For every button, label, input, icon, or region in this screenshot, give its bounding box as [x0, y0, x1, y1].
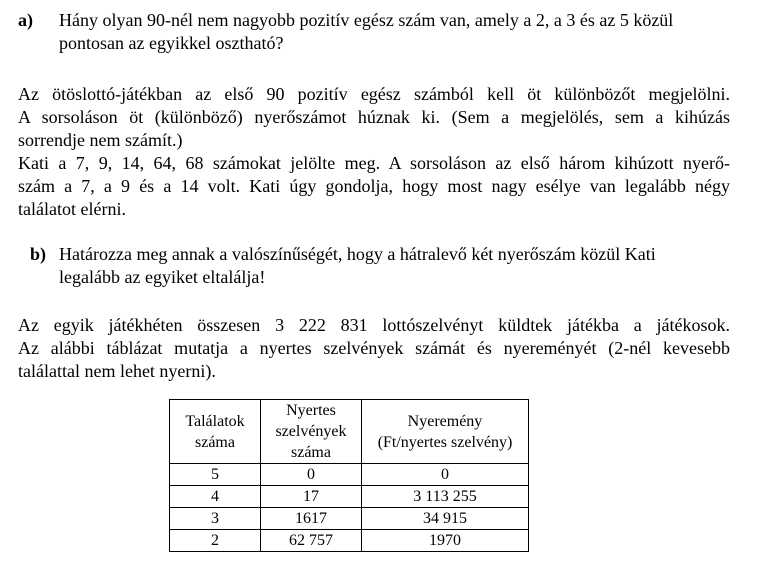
intro-line-2: A sorsoláson öt (különböző) nyerőszámot húznak ki. (Sem a megjelölés, sem a kihúzás — [18, 107, 730, 127]
header-hits-line-2: száma — [195, 433, 235, 451]
header-winners-line-1: Nyertes — [286, 402, 336, 419]
table-header-row — [170, 400, 529, 464]
header-winners-line-3: száma — [291, 444, 331, 461]
task-a-text — [59, 9, 730, 55]
header-hits-line-1: Találatok — [185, 412, 245, 430]
task-a-line-1: Hány olyan 90-nél nem nagyobb pozitív egész szám van, amely a 2, a 3 és az 5 közül — [59, 10, 674, 30]
cell-prize: 0 — [362, 464, 529, 486]
task-b-label: b) — [30, 244, 47, 264]
cell-prize: 1970 — [362, 530, 529, 552]
table-row — [170, 464, 529, 486]
cell-winners: 1617 — [261, 508, 362, 530]
task-a — [18, 9, 730, 55]
cell-hits: 2 — [170, 530, 261, 552]
results-table — [169, 399, 529, 552]
intro-line-3: sorrendje nem számít.) — [18, 130, 183, 150]
week-line-3: találattal nem lehet nyerni). — [18, 361, 216, 381]
task-b — [30, 243, 730, 289]
cell-hits: 5 — [170, 464, 261, 486]
table-row — [170, 508, 529, 530]
cell-winners: 17 — [261, 486, 362, 508]
cell-hits: 3 — [170, 508, 261, 530]
intro-paragraph — [18, 83, 730, 221]
cell-prize: 3 113 255 — [362, 486, 529, 508]
task-b-text — [59, 243, 730, 289]
table-row — [170, 486, 529, 508]
cell-winners: 0 — [261, 464, 362, 486]
header-winners-line-2: szelvények — [275, 423, 347, 440]
week-line-2: Az alábbi táblázat mutatja a nyertes szelvények számát és nyereményét (2-nél kevesebb — [18, 338, 730, 358]
header-hits — [170, 400, 261, 464]
week-paragraph — [18, 314, 730, 383]
week-line-1: Az egyik játékhéten összesen 3 222 831 lottószelvényt küldtek játékba a játékosok. — [18, 315, 730, 335]
table-row — [170, 530, 529, 552]
header-prize — [362, 400, 529, 464]
cell-winners: 62 757 — [261, 530, 362, 552]
header-winners — [261, 400, 362, 464]
task-a-label: a) — [18, 10, 33, 30]
intro-line-5: szám a 7, a 9 és a 14 volt. Kati úgy gondolja, hogy most nagy esélye van legalább négy — [18, 176, 730, 196]
task-b-line-1: Határozza meg annak a valószínűségét, hogy a hátralevő két nyerőszám közül Kati — [59, 244, 656, 264]
task-b-line-2: legalább az egyiket eltalálja! — [59, 267, 266, 287]
intro-line-1: Az ötöslottó-játékban az első 90 pozitív egész számból kell öt különbözőt megjelölni. — [18, 84, 730, 104]
intro-line-6: találatot elérni. — [18, 199, 126, 219]
cell-prize: 34 915 — [362, 508, 529, 530]
intro-line-4: Kati a 7, 9, 14, 64, 68 számokat jelölte meg. A sorsoláson az első három kihúzott nyerő- — [18, 153, 730, 173]
cell-hits: 4 — [170, 486, 261, 508]
header-prize-line-1: Nyeremény — [407, 412, 483, 430]
header-prize-line-2: (Ft/nyertes szelvény) — [377, 433, 513, 451]
task-a-line-2: pontosan az egyikkel osztható? — [59, 33, 284, 53]
